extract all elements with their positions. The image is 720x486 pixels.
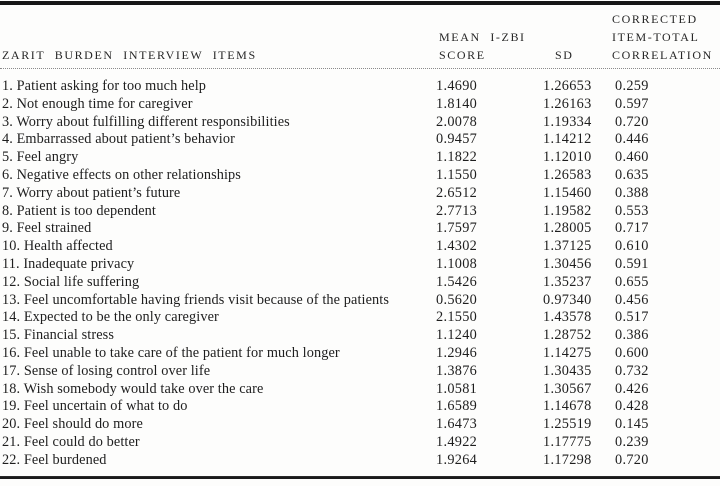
sd-value: 1.37125 [543, 238, 592, 255]
mean-izbi-score-value: 1.1550 [436, 166, 478, 183]
corrected-item-total-correlation-value: 0.145 [615, 416, 649, 433]
table-row [0, 238, 720, 256]
item-label: 6. Negative effects on other relationships [2, 166, 241, 183]
mean-izbi-score-value: 1.3876 [436, 362, 478, 379]
corrected-item-total-correlation-value: 0.732 [615, 362, 649, 379]
item-label: 8. Patient is too dependent [2, 202, 156, 219]
sd-value: 1.30435 [543, 362, 592, 379]
corrected-item-total-correlation-value: 0.610 [615, 238, 649, 255]
column-header-corr-line-2: ITEM-TOTAL [612, 30, 700, 44]
mean-izbi-score-value: 0.9457 [436, 131, 478, 148]
item-label: 3. Worry about fulfilling different responsibilities [2, 113, 290, 130]
corrected-item-total-correlation-value: 0.717 [615, 220, 649, 237]
corrected-item-total-correlation-value: 0.460 [615, 149, 649, 166]
sd-value: 1.35237 [543, 273, 592, 290]
sd-value: 1.14212 [543, 131, 592, 148]
table-row [0, 292, 720, 310]
sd-value: 1.17298 [543, 451, 592, 468]
item-label: 1. Patient asking for too much help [2, 78, 207, 94]
table-row [0, 149, 720, 167]
corrected-item-total-correlation-value: 0.426 [615, 380, 649, 397]
corrected-item-total-correlation-value: 0.591 [615, 255, 649, 272]
mean-izbi-score-value: 1.6473 [436, 416, 478, 433]
table-row [0, 167, 720, 185]
corrected-item-total-correlation-value: 0.553 [615, 202, 649, 219]
sd-value: 1.25519 [543, 416, 592, 433]
mean-izbi-score-value: 1.7597 [436, 220, 478, 237]
sd-value: 1.17775 [543, 433, 592, 450]
sd-value: 1.30456 [543, 255, 592, 272]
mean-izbi-score-value: 1.4690 [436, 78, 478, 94]
column-header-sd-label: SD [555, 48, 574, 62]
corrected-item-total-correlation-value: 0.635 [615, 166, 649, 183]
table-row [0, 309, 720, 327]
table-row [0, 434, 720, 452]
column-header-corr-line-3: CORRELATION [612, 48, 713, 62]
item-label: 14. Expected to be the only caregiver [2, 309, 219, 326]
mean-izbi-score-value: 1.8140 [436, 95, 478, 112]
column-header-mean-score [434, 28, 542, 64]
sd-value: 1.14678 [543, 398, 592, 415]
sd-value: 1.28752 [543, 327, 592, 344]
corrected-item-total-correlation-value: 0.386 [615, 327, 649, 344]
table-row [0, 274, 720, 292]
sd-value: 1.26653 [543, 78, 592, 94]
column-header-mean-line-2: SCORE [439, 48, 486, 62]
sd-value: 1.28005 [543, 220, 592, 237]
item-label: 12. Social life suffering [2, 273, 140, 290]
item-label: 7. Worry about patient’s future [2, 184, 181, 201]
corrected-item-total-correlation-value: 0.239 [615, 433, 649, 450]
table-row [0, 256, 720, 274]
item-label: 18. Wish somebody would take over the care [2, 380, 264, 397]
item-label: 5. Feel angry [2, 149, 79, 166]
mean-izbi-score-value: 2.7713 [436, 202, 478, 219]
item-label: 4. Embarrassed about patient’s behavior [2, 131, 235, 148]
corrected-item-total-correlation-value: 0.388 [615, 184, 649, 201]
corrected-item-total-correlation-value: 0.456 [615, 291, 649, 308]
mean-izbi-score-value: 1.6589 [436, 398, 478, 415]
item-label: 11. Inadequate privacy [2, 255, 135, 272]
mean-izbi-score-value: 1.0581 [436, 380, 478, 397]
mean-izbi-score-value: 2.1550 [436, 309, 478, 326]
sd-value: 1.19582 [543, 202, 592, 219]
column-header-corr-line-1: CORRECTED [612, 12, 698, 26]
item-label: 22. Feel burdened [2, 451, 107, 468]
sd-value: 1.19334 [543, 113, 592, 130]
mean-izbi-score-value: 1.4302 [436, 238, 478, 255]
corrected-item-total-correlation-value: 0.428 [615, 398, 649, 415]
mean-izbi-score-value: 1.4922 [436, 433, 478, 450]
table-row [0, 78, 720, 96]
table-row [0, 363, 720, 381]
table-row [0, 416, 720, 434]
mean-izbi-score-value: 1.5426 [436, 273, 478, 290]
sd-value: 1.14275 [543, 344, 592, 361]
mean-izbi-score-value: 1.1822 [436, 149, 478, 166]
item-label: 15. Financial stress [2, 327, 114, 344]
corrected-item-total-correlation-value: 0.720 [615, 451, 649, 468]
column-header-items [0, 46, 434, 64]
corrected-item-total-correlation-value: 0.446 [615, 131, 649, 148]
table-row [0, 131, 720, 149]
item-label: 13. Feel uncomfortable having friends visit because of the patients [2, 291, 390, 308]
item-label: 9. Feel strained [2, 220, 92, 237]
table-row [0, 185, 720, 203]
mean-izbi-score-value: 2.6512 [436, 184, 478, 201]
column-header-corrected-item-total-correlation [612, 10, 720, 64]
mean-izbi-score-value: 2.0078 [436, 113, 478, 130]
table-row [0, 327, 720, 345]
corrected-item-total-correlation-value: 0.655 [615, 273, 649, 290]
mean-izbi-score-value: 1.9264 [436, 451, 478, 468]
table-row [0, 220, 720, 238]
table-row [0, 203, 720, 221]
item-label: 10. Health affected [2, 238, 113, 255]
sd-value: 1.43578 [543, 309, 592, 326]
item-label: 16. Feel unable to take care of the patient for much longer [2, 344, 340, 361]
item-label: 21. Feel could do better [2, 433, 140, 450]
mean-izbi-score-value: 1.2946 [436, 344, 478, 361]
table-row [0, 381, 720, 399]
column-header-items-label: ZARIT BURDEN INTERVIEW ITEMS [2, 48, 257, 62]
mean-izbi-score-value: 1.1240 [436, 327, 478, 344]
table-row [0, 114, 720, 132]
table-row [0, 345, 720, 363]
corrected-item-total-correlation-value: 0.517 [615, 309, 649, 326]
mean-izbi-score-value: 0.5620 [436, 291, 478, 308]
table-header-row [0, 5, 720, 68]
sd-value: 1.30567 [543, 380, 592, 397]
table-bottom-double-rule [0, 476, 720, 479]
sd-value: 0.97340 [543, 291, 592, 308]
column-header-sd [542, 46, 612, 64]
item-label: 2. Not enough time for caregiver [2, 95, 193, 112]
mean-izbi-score-value: 1.1008 [436, 255, 478, 272]
table-body [0, 69, 720, 470]
item-label: 19. Feel uncertain of what to do [2, 398, 188, 415]
item-label: 17. Sense of losing control over life [2, 362, 211, 379]
corrected-item-total-correlation-value: 0.600 [615, 344, 649, 361]
sd-value: 1.15460 [543, 184, 592, 201]
sd-value: 1.26163 [543, 95, 592, 112]
corrected-item-total-correlation-value: 0.259 [615, 78, 649, 94]
corrected-item-total-correlation-value: 0.720 [615, 113, 649, 130]
table-row [0, 452, 720, 470]
item-label: 20. Feel should do more [2, 416, 143, 433]
table-row [0, 96, 720, 114]
sd-value: 1.26583 [543, 166, 592, 183]
column-header-mean-line-1: MEAN I-ZBI [439, 30, 526, 44]
sd-value: 1.12010 [543, 149, 592, 166]
corrected-item-total-correlation-value: 0.597 [615, 95, 649, 112]
table-row [0, 398, 720, 416]
